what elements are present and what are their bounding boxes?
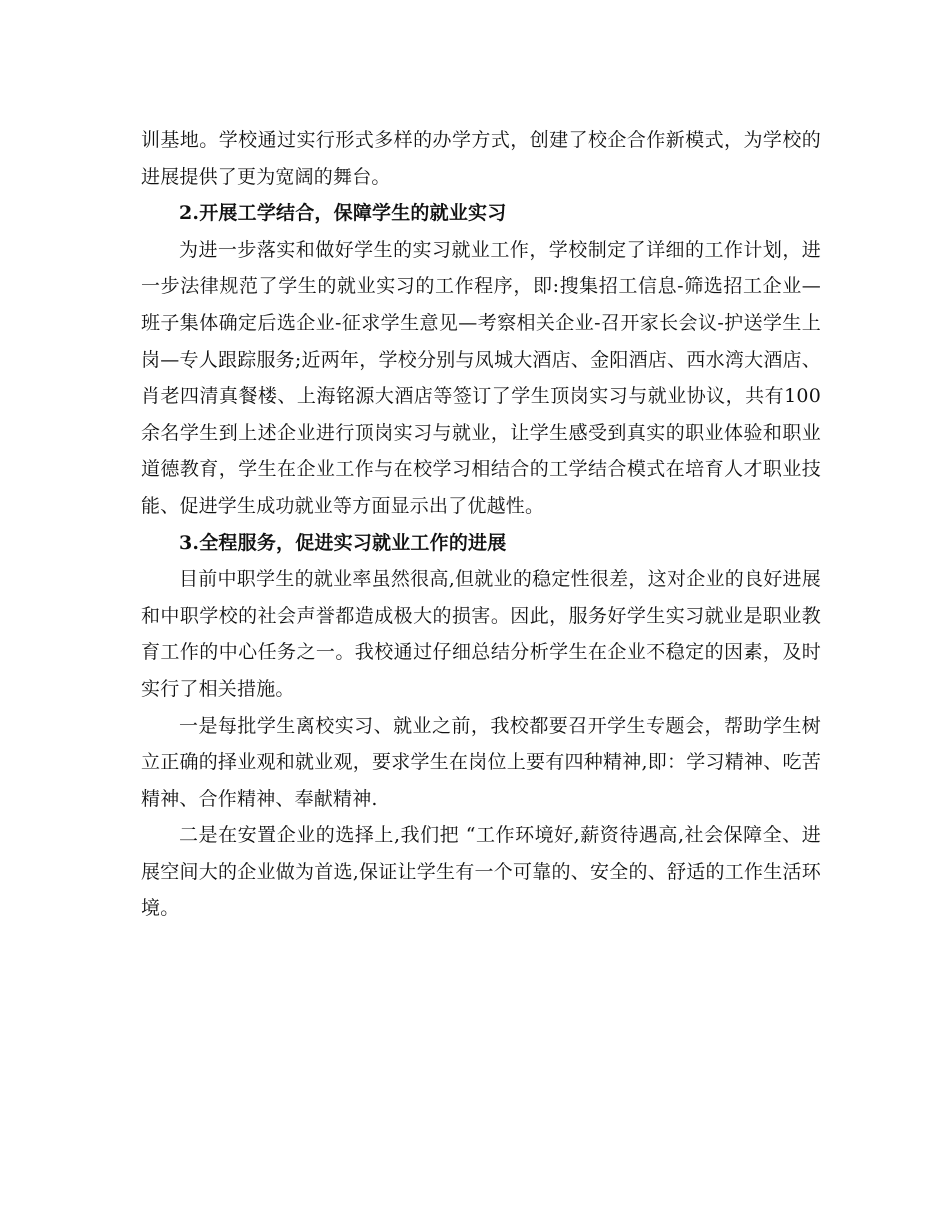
paragraph-internship-procedure: 为进一步落实和做好学生的实习就业工作，学校制定了详细的工作计划，进一步法律规范了学生的就业实习的工作程序，即:搜集招工信息-筛选招工企业—班子集体确定后选企业-征求学生意见—考察相关企业-召开家长会议-护送学生上岗—专人跟踪服务;近两年，学校分别与凤城大酒店、金阳酒店、西水湾大酒店、肖老四清真餐楼、上海铭源大酒店等签订了学生顶岗实习与就业协议，共有100余名学生到上述企业进行顶岗实习与就业，让学生感受到真实的职业体验和职业道德教育，学生在企业工作与在校学习相结合的工学结合模式在培育人才职业技能、促进学生成功就业等方面显示出了优越性。 (141, 238, 821, 517)
section-heading-2: 2.开展工学结合，保障学生的就业实习 (179, 202, 507, 225)
paragraph-intro-continuation: 训基地。学校通过实行形式多样的办学方式，创建了校企合作新模式，为学校的进展提供了更为宽阔的舞台。 (141, 129, 821, 188)
paragraph-employment-stability: 目前中职学生的就业率虽然很高,但就业的稳定性很差，这对企业的良好进展和中职学校的社会声誉都造成极大的损害。因此，服务好学生实习就业是职业教育工作的中心任务之一。我校通过仔细总结分析学生在企业不稳定的因素，及时实行了相关措施。 (141, 568, 821, 700)
paragraph-measure-one: 一是每批学生离校实习、就业之前，我校都要召开学生专题会，帮助学生树立正确的择业观和就业观，要求学生在岗位上要有四种精神,即：学习精神、吃苦精神、合作精神、奉献精神. (141, 714, 821, 810)
paragraph-measure-two: 二是在安置企业的选择上,我们把 “工作环境好,薪资待遇高,社会保障全、进展空间大的企业做为首选,保证让学生有一个可靠的、安全的、舒适的工作生活环境。 (141, 824, 821, 920)
document-body (141, 122, 821, 927)
section-heading-3: 3.全程服务，促进实习就业工作的进展 (179, 531, 507, 554)
